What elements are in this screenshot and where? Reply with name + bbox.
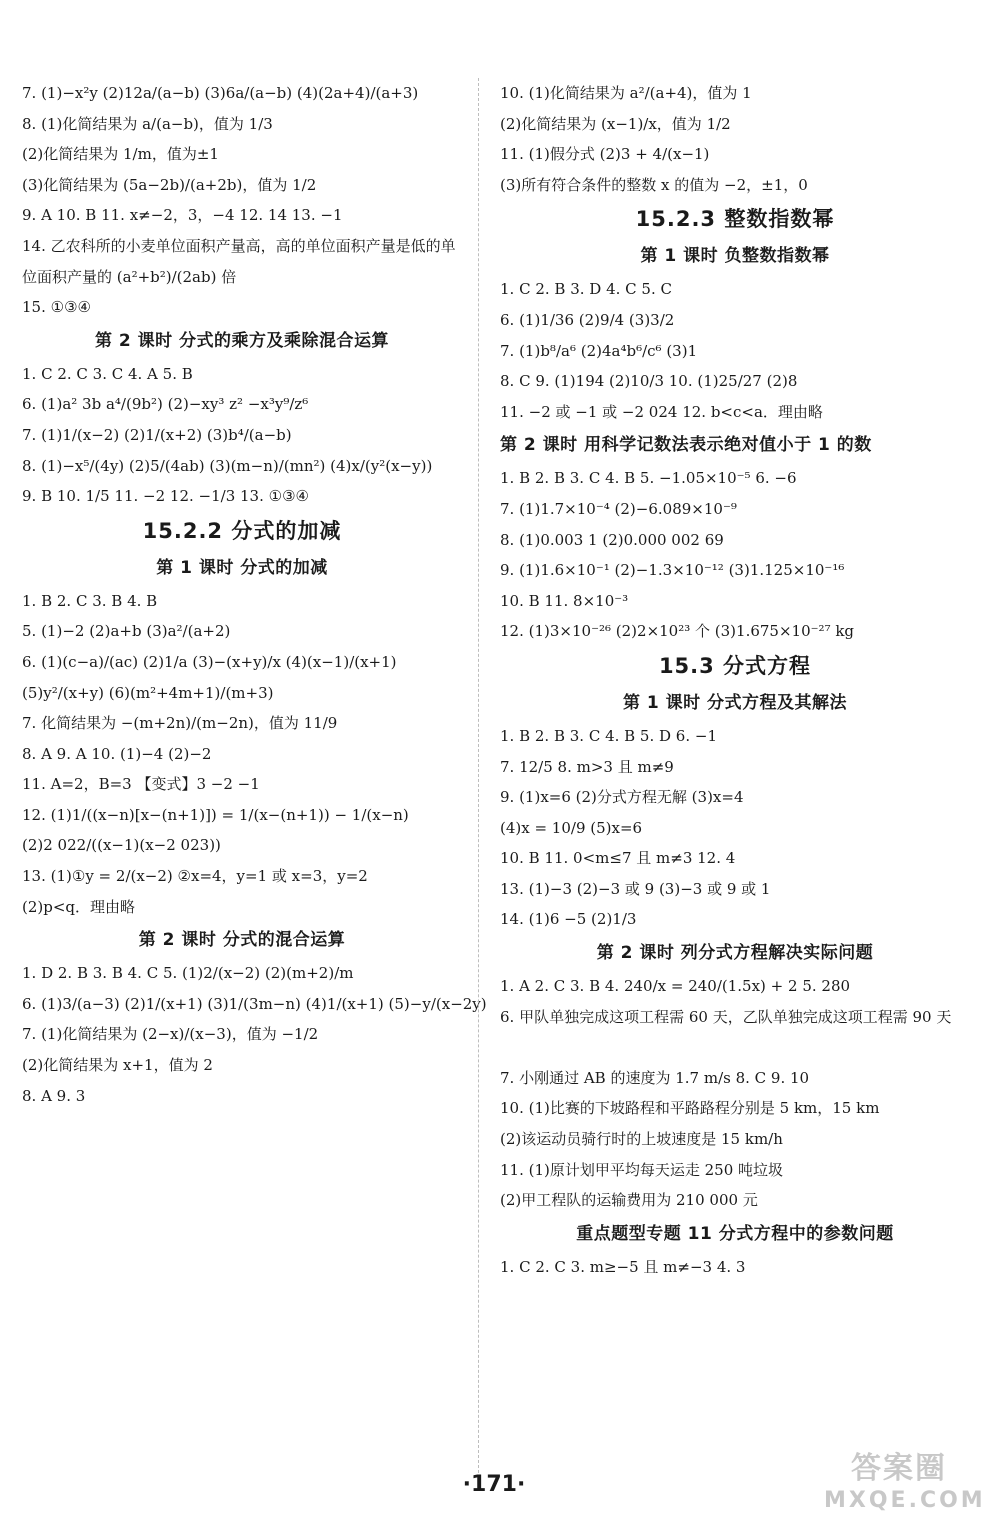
answer-line: 1. C 2. B 3. D 4. C 5. C <box>500 280 672 299</box>
watermark-url: MXQE.COM <box>824 1488 986 1513</box>
section-heading: 15.3 分式方程 <box>658 653 812 678</box>
answer-line: 5. (1)−2 (2)a+b (3)a²/(a+2) <box>22 622 231 641</box>
answer-line: (5)y²/(x+y) (6)(m²+4m+1)/(m+3) <box>22 683 274 702</box>
answer-line: (2)化简结果为 x+1，值为 2 <box>22 1056 213 1075</box>
answer-line: 14. 乙农科所的小麦单位面积产量高，高的单位面积产量是低的单位面积产量的 (a²+b²)/(2ab) 倍 <box>22 236 456 286</box>
page-number: ·171· <box>462 1472 526 1497</box>
lesson-heading: 重点题型专题 11 分式方程中的参数问题 <box>576 1223 894 1244</box>
answer-line: 15. ①③④ <box>22 298 91 317</box>
answer-line: 1. C 2. C 3. C 4. A 5. B <box>22 364 193 383</box>
answer-line: 7. 小刚通过 AB 的速度为 1.7 m/s 8. C 9. 10 <box>500 1068 810 1087</box>
answer-line: 6. 甲队单独完成这项工程需 60 天，乙队单独完成这项工程需 90 天 <box>500 1007 952 1026</box>
answer-line: 12. (1)1/((x−n)[x−(n+1)]) = 1/(x−(n+1)) − 1/(x−n) <box>22 805 409 824</box>
answer-line: 8. C 9. (1)194 (2)10/3 10. (1)25/27 (2)8 <box>500 372 798 391</box>
answer-line: (3)所有符合条件的整数 x 的值为 −2，±1，0 <box>500 175 808 194</box>
answer-line: 1. B 2. B 3. C 4. B 5. −1.05×10⁻⁵ 6. −6 <box>500 469 797 488</box>
answer-line: (2)甲工程队的运输费用为 210 000 元 <box>500 1191 758 1210</box>
answer-line: 9. (1)x=6 (2)分式方程无解 (3)x=4 <box>500 788 744 807</box>
answer-line: 13. (1)①y = 2/(x−2) ②x=4，y=1 或 x=3，y=2 <box>22 867 368 886</box>
lesson-heading: 第 2 课时 分式的混合运算 <box>138 930 346 951</box>
lesson-heading: 第 1 课时 负整数指数幂 <box>640 246 830 267</box>
answer-line: 8. A 9. 3 <box>22 1086 86 1105</box>
answer-line: (4)x = 10/9 (5)x=6 <box>500 818 643 837</box>
lesson-heading: 第 1 课时 分式方程及其解法 <box>622 692 848 713</box>
answer-line: 11. (1)原计划甲平均每天运走 250 吨垃圾 <box>500 1160 784 1179</box>
answer-line: 8. (1)0.003 1 (2)0.000 002 69 <box>500 530 724 549</box>
answer-line: 7. (1)b⁸/a⁶ (2)4a⁴b⁶/c⁶ (3)1 <box>500 341 698 360</box>
answer-line: 9. B 10. 1/5 11. −2 12. −1/3 13. ①③④ <box>22 487 309 506</box>
section-heading: 15.2.2 分式的加减 <box>142 518 342 543</box>
section-heading: 15.2.3 整数指数幂 <box>635 207 835 232</box>
answer-line: 10. B 11. 8×10⁻³ <box>500 591 629 610</box>
answer-line: 8. A 9. A 10. (1)−4 (2)−2 <box>22 744 212 763</box>
lesson-heading: 第 2 课时 分式的乘方及乘除混合运算 <box>94 330 390 351</box>
lesson-heading: 第 2 课时 用科学记数法表示绝对值小于 1 的数 <box>500 435 872 456</box>
answer-line: 14. (1)6 −5 (2)1/3 <box>500 910 637 929</box>
answer-line: 7. (1)化简结果为 (2−x)/(x−3)，值为 −1/2 <box>22 1025 319 1044</box>
answer-line: 1. A 2. C 3. B 4. 240/x = 240/(1.5x) + 2 5. 280 <box>500 977 851 996</box>
answer-line: 11. (1)假分式 (2)3 + 4/(x−1) <box>500 145 710 164</box>
answer-line: 7. (1)−x²y (2)12a/(a−b) (3)6a/(a−b) (4)(2a+4)/(a+3) <box>22 84 419 102</box>
answer-line: 8. (1)−x⁵/(4y) (2)5/(4ab) (3)(m−n)/(mn²) (4)x/(y²(x−y)) <box>22 456 433 475</box>
answer-line: 11. A=2，B=3 【变式】3 −2 −1 <box>22 775 260 794</box>
answer-line: 1. D 2. B 3. B 4. C 5. (1)2/(x−2) (2)(m+2)/m <box>22 964 354 983</box>
answer-line: 6. (1)a² 3b a⁴/(9b²) (2)−xy³ z² −x³y⁹/z⁶ <box>22 395 309 414</box>
answer-line: (2)化简结果为 1/m，值为±1 <box>22 145 219 164</box>
column-divider <box>478 78 479 1478</box>
answer-line: 12. (1)3×10⁻²⁶ (2)2×10²³ 个 (3)1.675×10⁻²⁷ kg <box>500 622 855 641</box>
lesson-heading: 第 2 课时 列分式方程解决实际问题 <box>596 943 874 964</box>
answer-line: 7. (1)1/(x−2) (2)1/(x+2) (3)b⁴/(a−b) <box>22 425 292 444</box>
answer-line: 1. C 2. C 3. m≥−5 且 m≠−3 4. 3 <box>500 1257 746 1276</box>
answer-line: 10. B 11. 0<m≤7 且 m≠3 12. 4 <box>500 849 736 868</box>
answer-line: 7. 12/5 8. m>3 且 m≠9 <box>500 757 674 776</box>
answer-line: 6. (1)1/36 (2)9/4 (3)3/2 <box>500 310 675 329</box>
answer-line: 6. (1)3/(a−3) (2)1/(x+1) (3)1/(3m−n) (4)1/(x+1) (5)−y/(x−2y) <box>22 994 487 1013</box>
left-column <box>22 78 487 1111</box>
answer-line: 7. 化简结果为 −(m+2n)/(m−2n)，值为 11/9 <box>22 714 338 733</box>
answer-line: 13. (1)−3 (2)−3 或 9 (3)−3 或 9 或 1 <box>500 879 771 898</box>
right-column <box>500 78 970 1282</box>
answer-line: 10. (1)化简结果为 a²/(a+4)，值为 1 <box>500 84 752 102</box>
answer-line: 1. B 2. C 3. B 4. B <box>22 591 158 610</box>
answer-line: (2)2 022/((x−1)(x−2 023)) <box>22 836 221 855</box>
lesson-heading: 第 1 课时 分式的加减 <box>156 557 328 578</box>
answer-line: (3)化简结果为 (5a−2b)/(a+2b)，值为 1/2 <box>22 175 317 194</box>
answer-line: 1. B 2. B 3. C 4. B 5. D 6. −1 <box>500 726 718 745</box>
answer-line: 7. (1)1.7×10⁻⁴ (2)−6.089×10⁻⁹ <box>500 499 737 518</box>
answer-line: 11. −2 或 −1 或 −2 024 12. b<c<a．理由略 <box>500 402 823 421</box>
answer-line: 8. (1)化简结果为 a/(a−b)，值为 1/3 <box>22 114 273 133</box>
answer-line: 9. (1)1.6×10⁻¹ (2)−1.3×10⁻¹² (3)1.125×10⁻¹⁶ <box>500 561 845 580</box>
watermark-text: 答案圈 <box>851 1451 947 1486</box>
answer-line: 6. (1)(c−a)/(ac) (2)1/a (3)−(x+y)/x (4)(x−1)/(x+1) <box>22 652 397 671</box>
answer-line: 10. (1)比赛的下坡路程和平路路程分别是 5 km，15 km <box>500 1099 880 1118</box>
answer-line: (2)p<q．理由略 <box>22 897 136 916</box>
answer-line: (2)化简结果为 (x−1)/x，值为 1/2 <box>500 114 731 133</box>
answer-line: 9. A 10. B 11. x≠−2，3，−4 12. 14 13. −1 <box>22 206 343 225</box>
answer-line: (2)该运动员骑行时的上坡速度是 15 km/h <box>500 1130 783 1149</box>
watermark-logo <box>824 1450 986 1522</box>
